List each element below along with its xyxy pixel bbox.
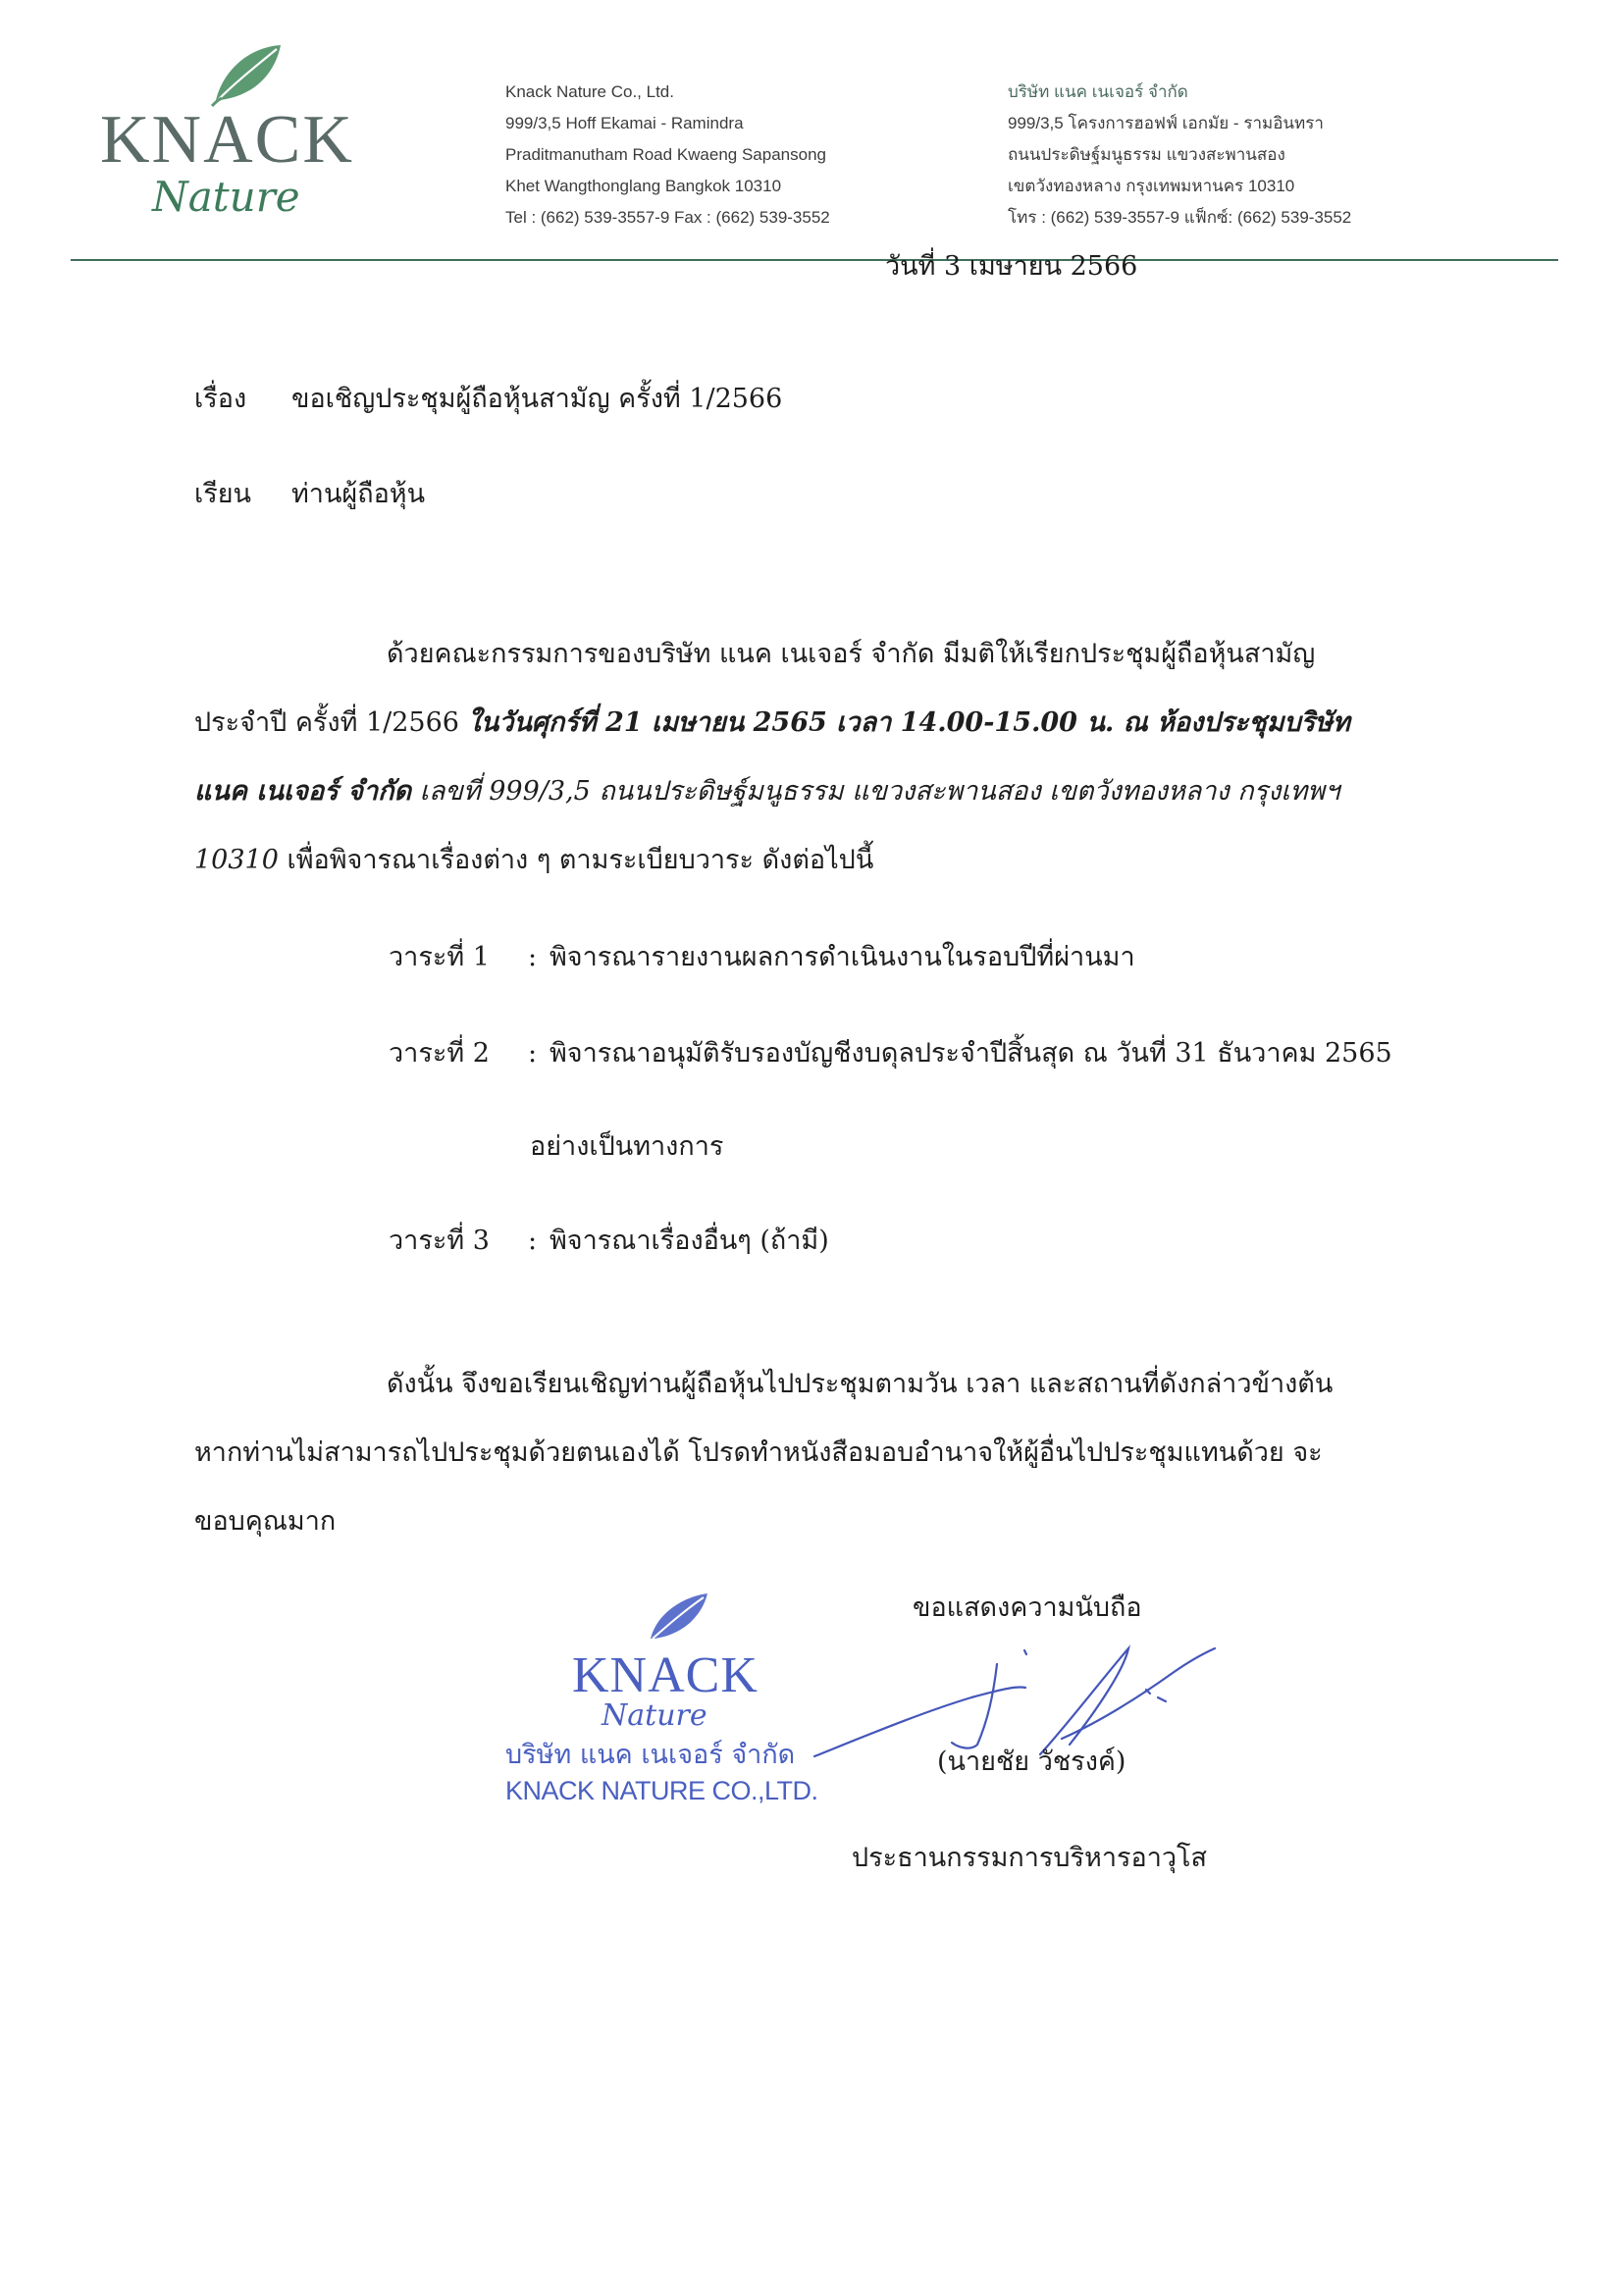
- subject-text: ขอเชิญประชุมผู้ถือหุ้นสามัญ ครั้งที่ 1/2566: [291, 384, 783, 414]
- paragraph-line: [194, 620, 1382, 689]
- agenda-text: พิจารณาเรื่องอื่นๆ (ถ้ามี): [550, 1226, 829, 1256]
- address-line: โทร : (662) 539-3557-9 แฟ็กซ์: (662) 539-3552: [1008, 208, 1352, 227]
- address-line: เขตวังทองหลาง กรุงเทพมหานคร 10310: [1008, 177, 1295, 195]
- signer-title: ประธานกรรมการบริหารอาวุโส: [852, 1843, 1208, 1873]
- logo-script: Nature: [152, 173, 300, 221]
- recipient-label: เรียน: [194, 479, 252, 509]
- paragraph-text: ด้วยคณะกรรมการของบริษัท แนค เนเจอร์ จำกัด มีมติให้เรียกประชุมผู้ถือหุ้นสามัญ: [387, 639, 1316, 669]
- closing-salutation: ขอแสดงความนับถือ: [913, 1592, 1142, 1623]
- agenda-text: พิจารณารายงานผลการดำเนินงานในรอบปีที่ผ่านมา: [550, 942, 1135, 972]
- paragraph-text: ขอบคุณมาก: [194, 1506, 337, 1537]
- agenda-text: พิจารณาอนุมัติรับรองบัญชีงบดุลประจำปีสิ้นสุด ณ วันที่ 31 ธันวาคม 2565: [550, 1038, 1392, 1069]
- paragraph-text: ประจำปี ครั้งที่ 1/2566: [194, 707, 468, 738]
- stamp-leaf-icon: [643, 1590, 711, 1644]
- paragraph-line: [194, 826, 1382, 895]
- agenda-label: วาระที่ 3: [389, 1226, 490, 1256]
- agenda-item-1: [389, 944, 1135, 970]
- stamp-company-thai: บริษัท แนค เนเจอร์ จำกัด: [505, 1740, 796, 1770]
- postcode-text: 10310: [194, 845, 279, 875]
- paragraph-text: เพื่อพิจารณาเรื่องต่าง ๆ ตามระเบียบวาระ ดังต่อไปนี้: [278, 845, 874, 875]
- agenda-label: วาระที่ 2: [389, 1038, 490, 1069]
- leaf-logo-icon: [206, 39, 285, 108]
- recipient-text: ท่านผู้ถือหุ้น: [291, 479, 426, 509]
- address-line: บริษัท แนค เนเจอร์ จำกัด: [1008, 82, 1188, 101]
- paragraph-line: [194, 1487, 1382, 1556]
- address-line: 999/3,5 Hoff Ekamai - Ramindra: [505, 114, 744, 132]
- handwritten-signature: [805, 1629, 1236, 1766]
- paragraph-line: [194, 689, 1382, 757]
- address-line: ถนนประดิษฐ์มนูธรรม แขวงสะพานสอง: [1008, 145, 1285, 164]
- subject-label: เรื่อง: [194, 384, 247, 414]
- agenda-item-2-continuation: อย่างเป็นทางการ: [530, 1131, 724, 1162]
- closing-paragraph: [194, 1350, 1382, 1556]
- address-line: Praditmanutham Road Kwaeng Sapansong: [505, 145, 826, 164]
- stamp-wordmark: KNACK: [572, 1647, 759, 1703]
- signer-name: (นายชัย วัชรงค์): [937, 1747, 1126, 1777]
- meeting-venue-text: แนค เนเจอร์ จำกัด: [194, 776, 412, 807]
- address-line: 999/3,5 โครงการฮอฟฟ์ เอกมัย - รามอินทรา: [1008, 114, 1324, 132]
- paragraph-line: [194, 757, 1382, 826]
- header-divider: [71, 259, 1558, 261]
- address-line: Khet Wangthonglang Bangkok 10310: [505, 177, 782, 195]
- agenda-colon: :: [528, 1038, 538, 1069]
- address-line: Tel : (662) 539-3557-9 Fax : (662) 539-3552: [505, 208, 830, 227]
- logo-wordmark: KNACK: [100, 102, 354, 178]
- paragraph-text: ดังนั้น จึงขอเรียนเชิญท่านผู้ถือหุ้นไปประชุมตามวัน เวลา และสถานที่ดังกล่าวข้างต้น: [387, 1369, 1334, 1399]
- agenda-item-3: [389, 1227, 829, 1254]
- meeting-datetime-text: ในวันศุกร์ที่ 21 เมษายน 2565 เวลา 14.00-15.00 น. ณ ห้องประชุมบริษัท: [467, 707, 1350, 738]
- stamp-script: Nature: [602, 1698, 707, 1733]
- address-thai: [1008, 77, 1351, 234]
- agenda-item-2: [389, 1040, 1392, 1067]
- agenda-label: วาระที่ 1: [389, 942, 490, 972]
- meeting-address-text: เลขที่ 999/3,5 ถนนประดิษฐ์มนูธรรม แขวงสะพานสอง เขตวังทองหลาง กรุงเทพฯ: [411, 776, 1340, 807]
- paragraph-text: หากท่านไม่สามารถไปประชุมด้วยตนเองได้ โปรดทำหนังสือมอบอำนาจให้ผู้อื่นไปประชุมแทนด้วย จะ: [194, 1437, 1323, 1468]
- address-line: Knack Nature Co., Ltd.: [505, 82, 674, 101]
- paragraph-line: [194, 1350, 1382, 1419]
- agenda-colon: :: [528, 942, 538, 972]
- paragraph-line: [194, 1419, 1382, 1487]
- address-english: [505, 77, 830, 234]
- agenda-colon: :: [528, 1226, 538, 1256]
- stamp-company-english: KNACK NATURE CO.,LTD.: [505, 1776, 818, 1805]
- letter-date: วันที่ 3 เมษายน 2566: [885, 251, 1138, 282]
- invitation-paragraph: [194, 620, 1382, 895]
